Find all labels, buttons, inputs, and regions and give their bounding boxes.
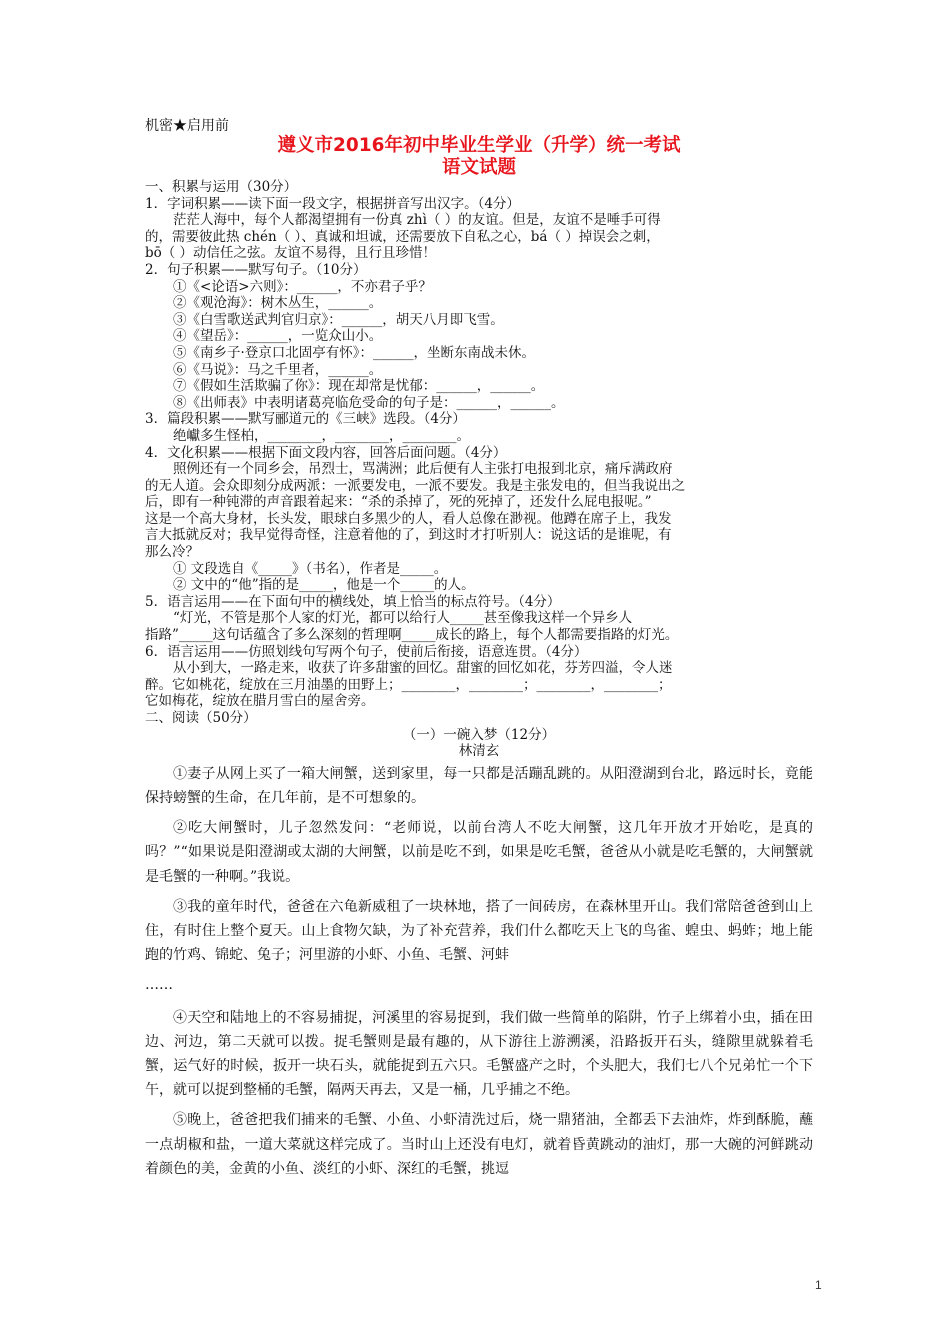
question-line: ①《<论语>六则》：______，不亦君子乎？	[173, 278, 432, 295]
section-heading: 一、积累与运用（30分）	[145, 179, 298, 195]
question-line: ②《观沧海》：树木丛生，______。	[173, 295, 383, 312]
question-line: 言大抵就反对；我早觉得奇怪，注意着他的了，到这时才打听别人：说这话的是谁呢，有	[145, 527, 672, 544]
confidential-label: 机密★启用前	[145, 118, 229, 134]
question-line: ⑦《假如生活欺骗了你》：现在却常是忧郁：______，______。	[173, 378, 545, 395]
question-line: ② 文中的“他”指的是_____，他是一个_____的人。	[173, 577, 475, 594]
question-line: 茫茫人海中，每个人都渴望拥有一份真 zhì（ ）的友谊。但是，友谊不是唾手可得	[173, 212, 661, 229]
question-line: 4．文化积累——根据下面文段内容，回答后面问题。（4分）	[145, 444, 507, 461]
question-line: 从小到大，一路走来，收获了许多甜蜜的回忆。甜蜜的回忆如花，芬芳四溢，令人迷	[173, 660, 673, 677]
paragraph: ①妻子从网上买了一箱大闸蟹，送到家里，每一只都是活蹦乱跳的。从阳澄湖到台北，路远时长，竟能保持螃蟹的生命，在几年前，是不可想象的。	[145, 765, 813, 806]
question-line: ⑥《马说》：马之千里者，______。	[173, 361, 383, 378]
question-line: ① 文段选自《_____》（书名），作者是_____。	[173, 560, 448, 577]
question-line: “灯光，不管是那个人家的灯光，都可以给行人_____甚至像我这样一个异乡人	[173, 610, 633, 627]
paragraph: ⑤晚上，爸爸把我们捕来的毛蟹、小鱼、小虾清洗过后，烧一鼎猪油，全都丢下去油炸，炸到酥脆，蘸一点胡椒和盐，一道大菜就这样完成了。当时山上还没有电灯，就着昏黄跳动的油灯，那一大碗的河鲜跳动着颜色的美，金黄的小鱼、淡红的小虾、深红的毛蟹，挑逗	[145, 1112, 813, 1177]
question-line: 那么冷？	[145, 544, 199, 561]
article-title: （一）一碗入梦（12分）	[402, 726, 556, 743]
section-accumulation	[145, 179, 813, 760]
question-line: 1．字词积累——读下面一段文字，根据拼音写出汉字。（4分）	[145, 195, 520, 212]
question-line: ③《白雪歌送武判官归京》：______，胡天八月即飞雪。	[173, 311, 504, 328]
exam-title: 遵义市2016年初中毕业生学业（升学）统一考试	[277, 135, 681, 156]
question-line: ⑤《南乡子·登京口北固亭有怀》：______，坐断东南战未休。	[173, 344, 536, 361]
question-line: 指路”_____这句话蕴含了多么深刻的哲理啊_____成长的路上，每个人都需要指路的灯光。	[145, 627, 679, 644]
question-line: 照例还有一个同乡会，吊烈士，骂满洲；此后便有人主张打电报到北京，痛斥满政府	[173, 461, 673, 478]
question-line: 它如梅花，绽放在腊月雪白的屋舍旁。	[145, 693, 375, 710]
question-line: 5．语言运用——在下面句中的横线处，填上恰当的标点符号。（4分）	[145, 593, 561, 610]
exam-page	[145, 118, 813, 1187]
question-line: 的，需要彼此热 chén（ ）、真诚和坦诚，还需要放下自私之心，bá（ ）掉误会之刺，	[145, 228, 660, 245]
question-line: 醉。它如桃花，绽放在三月油墨的田野上；________，________；________，________；	[145, 676, 672, 693]
paragraph: ②吃大闸蟹时，儿子忽然发问：“老师说，以前台湾人不吃大闸蟹，这几年开放才开始吃，是真的吗？”“如果说是阳澄湖或太湖的大闸蟹，以前是吃不到，如果是吃毛蟹，爸爸从小就是吃毛蟹的，大闸蟹就是毛蟹的一种啊。”我说。	[145, 820, 813, 885]
question-line: 这是一个高大身材，长头发，眼球白多黑少的人，看人总像在渺视。他蹲在席子上，我发	[145, 510, 672, 527]
question-lines	[145, 196, 813, 710]
question-line: 6．语言运用——仿照划线句写两个句子，使前后衔接，语意连贯。（4分）	[145, 643, 588, 660]
question-line: 的无人道。会众即刻分成两派：一派要发电，一派不要发。我是主张发电的，但当我说出之	[145, 477, 685, 494]
question-line: 3．篇段积累——默写郦道元的《三峡》选段。（4分）	[145, 411, 466, 428]
question-line: bō（ ）动信任之弦。友谊不易得，且行且珍惜！	[145, 245, 437, 262]
article-author: 林清玄	[458, 743, 500, 760]
section-heading: 二、阅读（50分）	[145, 710, 257, 726]
reading-passage	[145, 762, 813, 1181]
paragraph: ③我的童年时代，爸爸在六龟新威租了一块林地，搭了一间砖房，在森林里开山。我们常陪爸爸到山上住，有时住上整个夏天。山上食物欠缺，为了补充营养，我们什么都吃天上飞的鸟雀、蝗虫、蚂蚱；地上能跑的竹鸡、锦蛇、兔子；河里游的小虾、小鱼、毛蟹、河蚌	[145, 898, 813, 964]
question-line: ④《望岳》：______，一览众山小。	[173, 328, 383, 345]
question-line: 2．句子积累——默写句子。（10分）	[145, 261, 367, 278]
question-line: ⑧《出师表》中表明诸葛亮临危受命的句子是：______，______。	[173, 394, 565, 411]
exam-subtitle: 语文试题	[441, 157, 516, 178]
page-number: 1	[815, 1278, 822, 1292]
question-line: 绝巘多生怪柏，________，________，________。	[173, 427, 470, 444]
question-line: 后，即有一种钝滞的声音跟着起来：“杀的杀掉了，死的死掉了，还发什么屁电报呢。”	[145, 494, 652, 511]
ellipsis: ……	[145, 977, 173, 994]
paragraph: ④天空和陆地上的不容易捕捉，河溪里的容易捉到，我们做一些简单的陷阱，竹子上绑着小虫，插在田边、河边，第二天就可以拨。捉毛蟹则是最有趣的，从下游往上游溯溪，沿路扳开石头，缝隙里就躲着毛蟹，运气好的时候，扳开一块石头，就能捉到五六只。毛蟹盛产之时，个头肥大，我们七八个兄弟忙一个下午，就可以捉到整桶的毛蟹，隔两天再去，又是一桶，几乎捕之不绝。	[145, 1009, 813, 1099]
